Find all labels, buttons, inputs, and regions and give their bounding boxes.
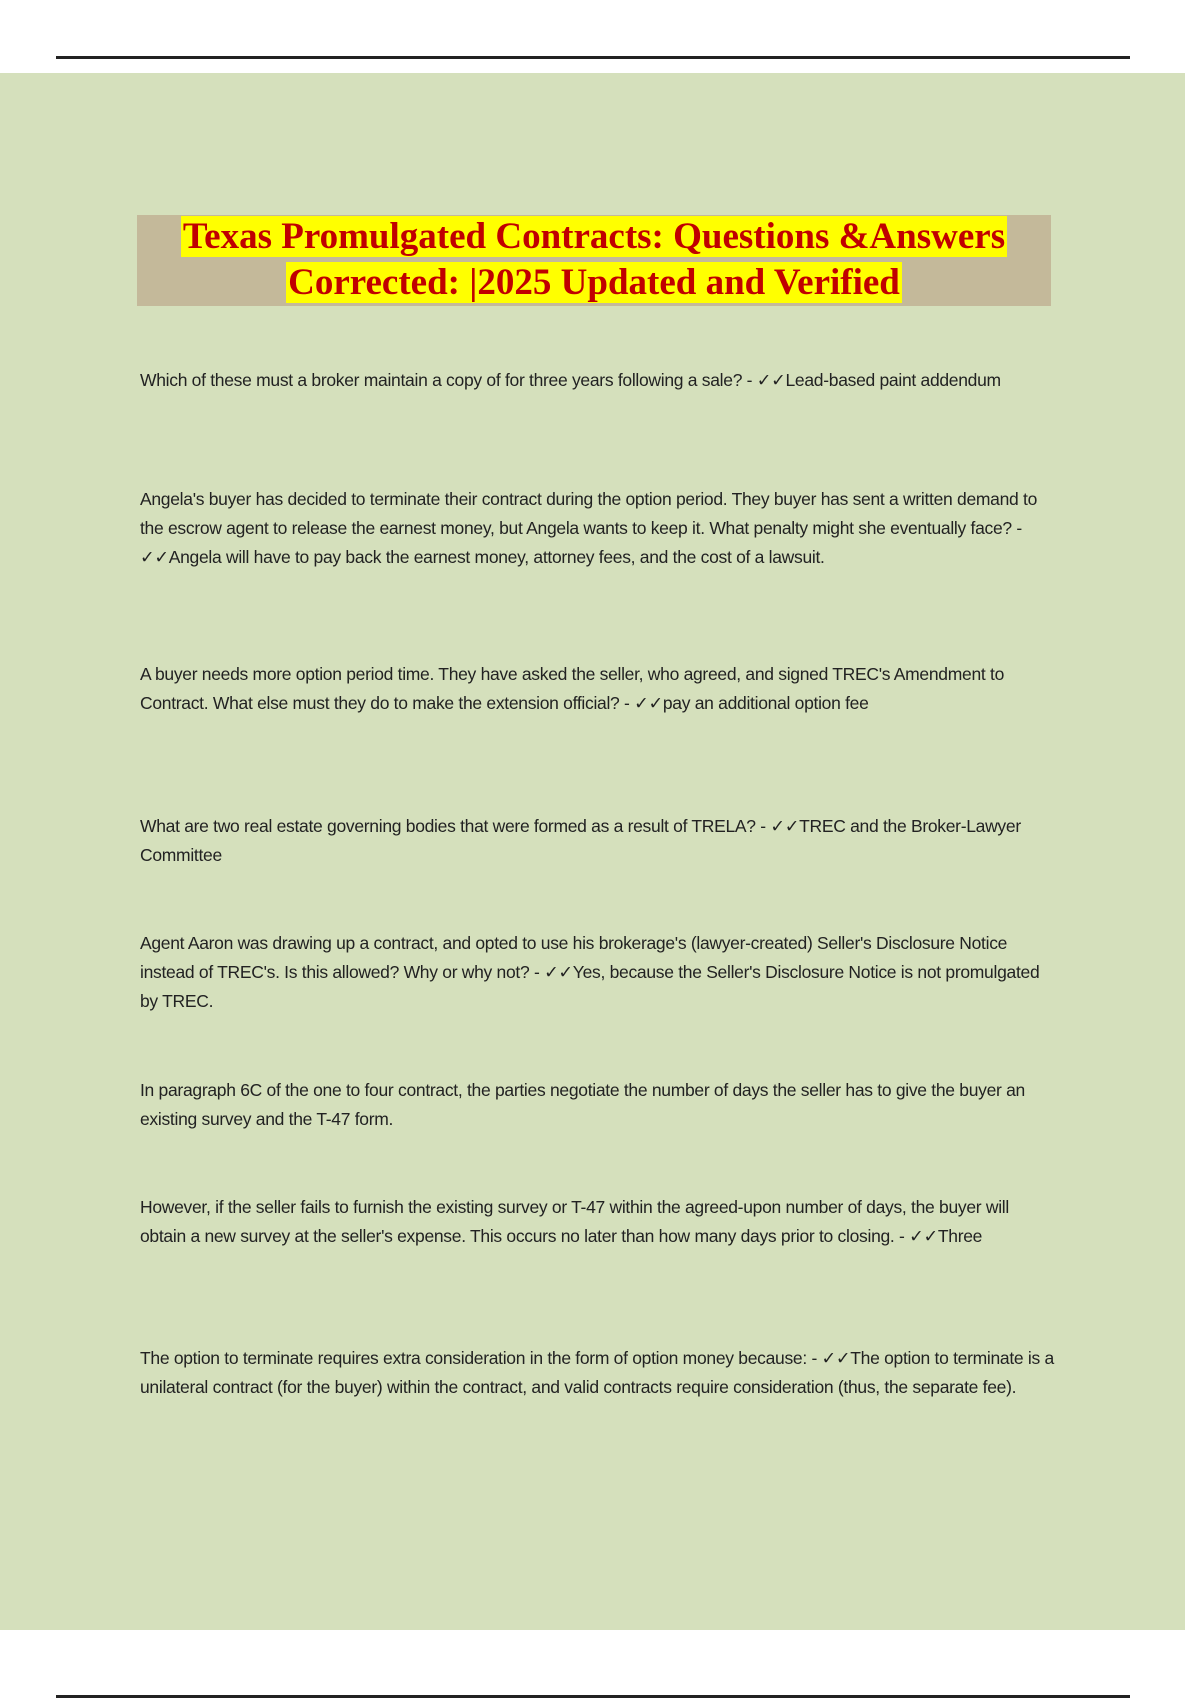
title-line-1: Texas Promulgated Contracts: Questions &Answers bbox=[182, 216, 1006, 257]
footer-rule bbox=[56, 1695, 1130, 1698]
title-banner bbox=[137, 215, 1051, 306]
qa-item: A buyer needs more option period time. They have asked the seller, who agreed, and signed TREC's Amendment to Contract. What else must they do to make the extension official? - ✓✓pay an additional option fee bbox=[140, 664, 1004, 713]
qa-item: Agent Aaron was drawing up a contract, and opted to use his brokerage's (lawyer-created) Seller's Disclosure Notice instead of TREC's. Is this allowed? Why or why not? - ✓✓Yes, because the Seller's Disclosure Notice is not promulgated by TREC. bbox=[140, 933, 1040, 1011]
header-rule bbox=[56, 56, 1130, 59]
qa-item: The option to terminate requires extra consideration in the form of option money because: - ✓✓The option to terminate is a unilateral contract (for the buyer) within the contract, and valid contracts require consideration (thus, the separate fee). bbox=[140, 1348, 1054, 1397]
qa-item: What are two real estate governing bodies that were formed as a result of TRELA? - ✓✓TREC and the Broker-Lawyer Committee bbox=[140, 816, 1021, 865]
qa-item: In paragraph 6C of the one to four contract, the parties negotiate the number of days the seller has to give the buyer an existing survey and the T-47 form. bbox=[140, 1080, 1025, 1129]
qa-item: Which of these must a broker maintain a copy of for three years following a sale? - ✓✓Lead-based paint addendum bbox=[140, 370, 1001, 390]
qa-item: Angela's buyer has decided to terminate their contract during the option period. They buyer has sent a written demand to the escrow agent to release the earnest money, but Angela wants to keep it. What penalty might she eventually face? - ✓✓Angela will have to pay back the earnest money, attorney fees, and the cost of a lawsuit. bbox=[140, 489, 1038, 567]
title-line-2: Corrected: |2025 Updated and Verified bbox=[288, 262, 900, 303]
qa-item: However, if the seller fails to furnish the existing survey or T-47 within the agreed-upon number of days, the buyer will obtain a new survey at the seller's expense. This occurs no later than how many days prior to closing. - ✓✓Three bbox=[140, 1197, 1009, 1246]
